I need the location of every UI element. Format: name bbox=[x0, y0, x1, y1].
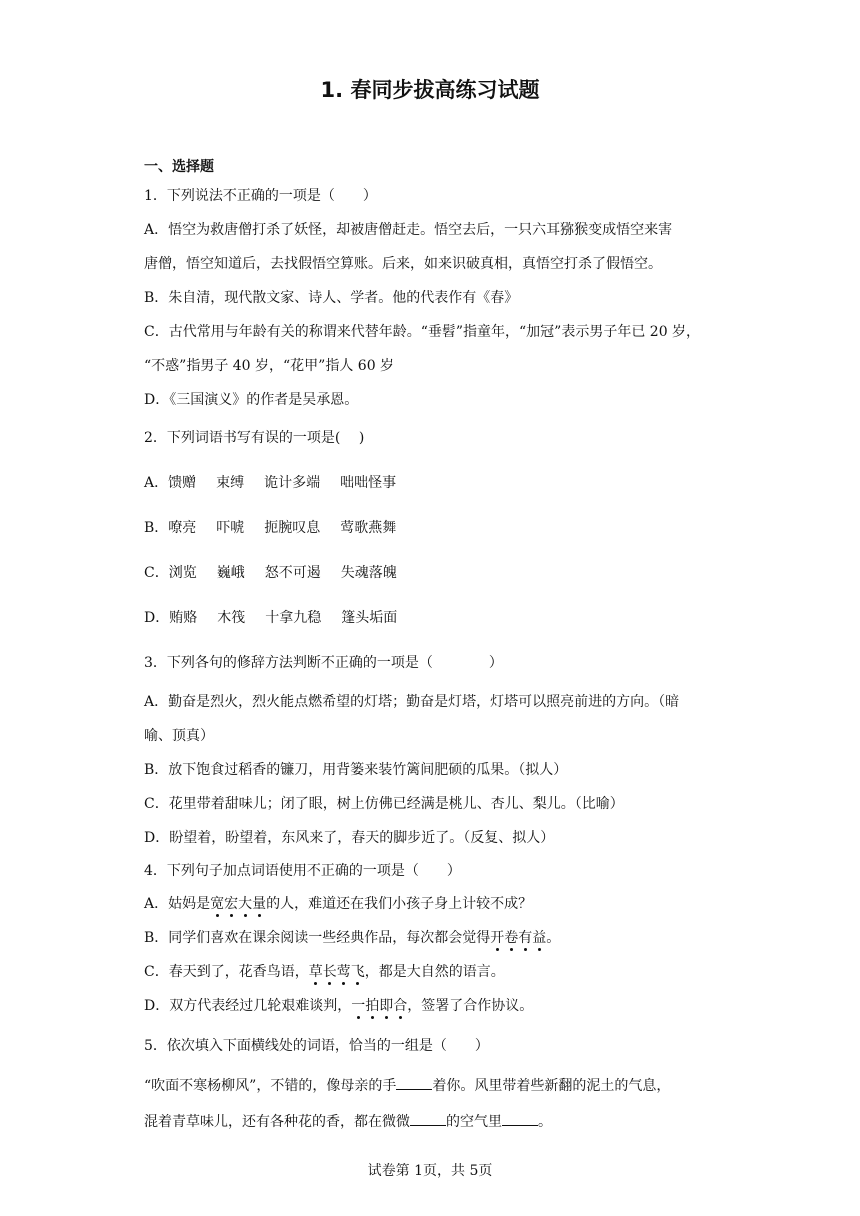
dotted-phrase bbox=[309, 964, 365, 980]
dotted-char: 卷 bbox=[504, 930, 519, 946]
q4-stem: 4．下列句子加点词语使用不正确的一项是（ ） bbox=[144, 863, 461, 879]
word: 莺歌燕舞 bbox=[340, 520, 397, 536]
dotted-char: 合 bbox=[393, 998, 408, 1014]
word: 巍峨 bbox=[216, 565, 245, 581]
q4-option-d bbox=[144, 996, 533, 1016]
word: 吓唬 bbox=[216, 520, 245, 536]
dotted-char: 大 bbox=[238, 896, 253, 912]
word: 诡计多端 bbox=[264, 475, 321, 491]
q3-option-c: C．花里带着甜味儿；闭了眼，树上仿佛已经满是桃儿、杏儿、梨儿。（比喻） bbox=[144, 796, 624, 812]
text: “吹面不寒杨柳风”，不错的，像母亲的手 bbox=[144, 1078, 397, 1094]
text: 的空气里 bbox=[446, 1114, 502, 1130]
q5-passage-line2 bbox=[144, 1111, 552, 1132]
text: D．双方代表经过几轮艰难谈判， bbox=[144, 998, 352, 1014]
q1-option-d: D．《三国演义》的作者是吴承恩。 bbox=[144, 392, 359, 408]
text: 着你。风里带着些新翻的泥土的气息， bbox=[432, 1078, 671, 1094]
q3-option-a-line2: 喻、顶真） bbox=[144, 728, 214, 744]
word: 篷头垢面 bbox=[341, 610, 398, 626]
q2-stem: 2．下列词语书写有误的一项是( ) bbox=[144, 430, 365, 446]
option-letter: D． bbox=[144, 610, 170, 626]
option-letter: C． bbox=[144, 565, 169, 581]
q1-stem: 1．下列说法不正确的一项是（ ） bbox=[144, 188, 377, 204]
text: 。 bbox=[538, 1114, 552, 1130]
word: 贿赂 bbox=[169, 610, 198, 626]
dotted-char: 拍 bbox=[365, 998, 380, 1014]
dotted-char: 即 bbox=[379, 998, 394, 1014]
q2-option-a bbox=[144, 473, 416, 493]
dotted-phrase bbox=[351, 998, 407, 1014]
page-footer: 试卷第 1页，共 5页 bbox=[367, 1163, 493, 1179]
text: ，签署了合作协议。 bbox=[407, 998, 534, 1014]
text: ，都是大自然的语言。 bbox=[364, 964, 505, 980]
text: B．同学们喜欢在课余阅读一些经典作品，每次都会觉得 bbox=[144, 930, 491, 946]
q4-option-c bbox=[144, 962, 505, 982]
word: 怒不可遏 bbox=[264, 565, 321, 581]
q1-option-a-line1: A．悟空为救唐僧打杀了妖怪，却被唐僧赶走。悟空去后，一只六耳猕猴变成悟空来害 bbox=[144, 222, 673, 238]
q2-option-b bbox=[144, 518, 416, 538]
fill-blank bbox=[396, 1075, 432, 1090]
word: 扼腕叹息 bbox=[264, 520, 321, 536]
fill-blank bbox=[410, 1111, 446, 1126]
q3-option-b: B．放下饱食过稻香的镰刀，用背篓来装竹篱间肥硕的瓜果。（拟人） bbox=[144, 762, 568, 778]
q5-stem: 5．依次填入下面横线处的词语，恰当的一组是（ ） bbox=[144, 1038, 489, 1054]
option-letter: B． bbox=[144, 520, 169, 536]
dotted-char: 莺 bbox=[336, 964, 351, 980]
page-title: 1. 春同步拔高练习试题 bbox=[320, 78, 540, 102]
word: 十拿九稳 bbox=[265, 610, 322, 626]
q4-option-b bbox=[144, 928, 560, 948]
q1-option-a-line2: 唐僧，悟空知道后，去找假悟空算账。后来，如来识破真相，真悟空打杀了假悟空。 bbox=[144, 256, 662, 272]
q1-option-c-line2: “不惑”指男子 40 岁，“花甲”指人 60 岁 bbox=[144, 358, 395, 374]
section-heading: 一、选择题 bbox=[144, 159, 214, 175]
dotted-char: 宽 bbox=[210, 896, 225, 912]
text: C．春天到了，花香鸟语， bbox=[144, 964, 309, 980]
q1-option-c-line1: C．古代常用与年龄有关的称谓来代替年龄。“垂髫”指童年，“加冠”表示男子年已 20 岁， bbox=[144, 324, 701, 340]
q3-option-a-line1: A．勤奋是烈火，烈火能点燃希望的灯塔；勤奋是灯塔，灯塔可以照亮前进的方向。（暗 bbox=[144, 694, 680, 710]
q2-option-c bbox=[144, 563, 417, 583]
word: 嘹亮 bbox=[168, 520, 197, 536]
word: 束缚 bbox=[216, 475, 245, 491]
word: 咄咄怪事 bbox=[340, 475, 397, 491]
q2-option-d bbox=[144, 608, 417, 628]
text: 。 bbox=[546, 930, 561, 946]
dotted-char: 长 bbox=[322, 964, 337, 980]
option-letter: A． bbox=[144, 475, 169, 491]
dotted-phrase bbox=[490, 930, 546, 946]
q4-option-a bbox=[144, 894, 532, 914]
dotted-char: 量 bbox=[252, 896, 267, 912]
text: A．姑妈是 bbox=[144, 896, 211, 912]
dotted-char: 开 bbox=[490, 930, 505, 946]
dotted-char: 飞 bbox=[350, 964, 365, 980]
dotted-char: 有 bbox=[518, 930, 533, 946]
q3-stem: 3．下列各句的修辞方法判断不正确的一项是（ ） bbox=[144, 655, 503, 671]
fill-blank bbox=[502, 1111, 538, 1126]
dotted-char: 草 bbox=[308, 964, 323, 980]
dotted-char: 一 bbox=[351, 998, 366, 1014]
word: 浏览 bbox=[168, 565, 197, 581]
word: 木筏 bbox=[217, 610, 246, 626]
dotted-char: 益 bbox=[532, 930, 547, 946]
text: 混着青草味儿，还有各种花的香，都在微微 bbox=[144, 1114, 410, 1130]
q3-option-d: D．盼望着，盼望着，东风来了，春天的脚步近了。（反复、拟人） bbox=[144, 830, 555, 846]
word: 失魂落魄 bbox=[340, 565, 397, 581]
dotted-phrase bbox=[210, 896, 266, 912]
dotted-char: 宏 bbox=[224, 896, 239, 912]
q5-passage-line1 bbox=[144, 1075, 670, 1096]
word: 馈赠 bbox=[168, 475, 197, 491]
q1-option-b: B．朱自清，现代散文家、诗人、学者。他的代表作有《春》 bbox=[144, 290, 519, 306]
text: 的人，难道还在我们小孩子身上计较不成？ bbox=[266, 896, 533, 912]
